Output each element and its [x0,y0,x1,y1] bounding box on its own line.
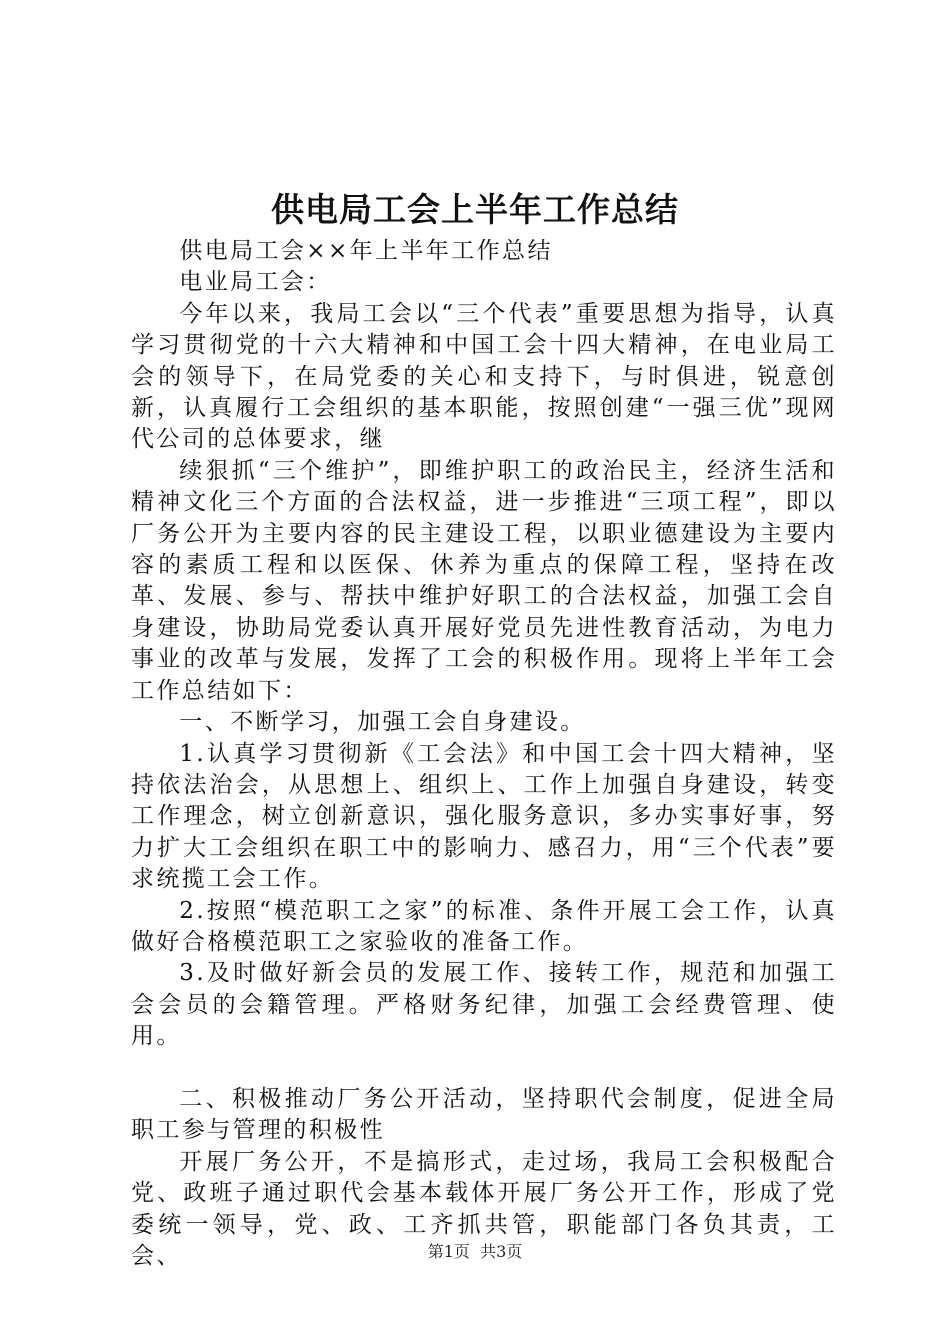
section-1-item-3: 3.及时做好新会员的发展工作、接转工作，规范和加强工会会员的会籍管理。严格财务纪律，加强工会经费管理、使用。 [131,960,837,1050]
subtitle-paragraph: 供电局工会××年上半年工作总结 [179,238,553,264]
blank-line [131,1053,837,1084]
section-1-item-1: 1.认真学习贯彻新《工会法》和中国工会十四大精神，坚持依法治会，从思想上、组织上、工作上加强自身建设，转变工作理念，树立创新意识，强化服务意识，多办实事好事，努力扩大工会组织在职工中的影响力、感召力，用“三个代表”要求统揽工会工作。 [131,740,837,893]
intro-paragraph: 今年以来，我局工会以“三个代表”重要思想为指导，认真学习贯彻党的十六大精神和中国工会十四大精神，在电业局工会的领导下，在局党委的关心和支持下，与时俱进，锐意创新，认真履行工会组织的基本职能，按照创建“一强三优”现网代公司的总体要求，继 [131,300,837,453]
page-total: 共3页 [480,1242,523,1261]
intro-continued-paragraph: 续狠抓“三个维护”，即维护职工的政治民主，经济生活和精神文化三个方面的合法权益，进一步推进“三项工程”，即以厂务公开为主要内容的民主建设工程，以职业德建设为主要内容的素质工程和以医保、休养为重点的保障工程，坚持在改革、发展、参与、帮扶中维护好职工的合法权益，加强工会自身建设，协助局党委认真开展好党员先进性教育活动，为电力事业的改革与发展，发挥了工会的积极作用。现将上半年工会工作总结如下： [131,457,837,704]
section-2-paragraph: 开展厂务公开，不是搞形式，走过场，我局工会积极配合党、政班子通过职代会基本载体开展厂务公开工作，形成了党委统一领导，党、政、工齐抓共管，职能部门各负其责，工会、 [131,1148,837,1269]
section-heading-2: 二、积极推动厂务公开活动，坚持职代会制度，促进全局职工参与管理的积极性 [131,1085,837,1144]
document-title: 供电局工会上半年工作总结 [271,190,679,229]
section-1-item-2: 2.按照“模范职工之家”的标准、条件开展工会工作，认真做好合格模范职工之家验收的准备工作。 [131,897,837,955]
section-heading-1: 一、不断学习，加强工会自身建设。 [179,709,586,736]
salutation-paragraph: 电业局工会： [179,269,332,296]
document-body [131,236,837,1272]
page-number: 第1页 [427,1242,470,1261]
page-footer [0,1240,950,1264]
